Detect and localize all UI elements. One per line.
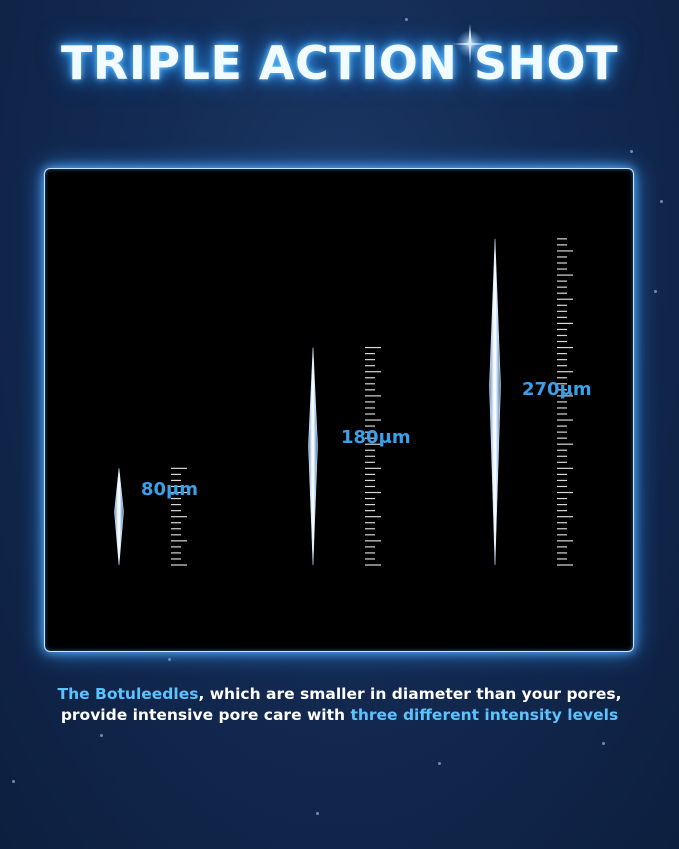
star-decoration — [168, 658, 171, 661]
needle-180 — [309, 348, 318, 565]
star-decoration — [316, 812, 319, 815]
caption-line-2 — [0, 705, 679, 726]
needle-label-180: 180μm — [341, 427, 411, 448]
needle-label-80: 80μm — [141, 479, 199, 500]
product-name-highlight: The Botuleedles — [57, 685, 199, 703]
star-decoration — [630, 150, 633, 153]
needle-illustration — [45, 169, 635, 653]
star-decoration — [438, 762, 441, 765]
star-decoration — [12, 780, 15, 783]
description-caption — [0, 684, 679, 726]
caption-line-2-text: provide intensive pore care with — [60, 706, 351, 724]
caption-line-1-text: , which are smaller in diameter than your pores, — [198, 685, 622, 703]
caption-line-1 — [0, 684, 679, 705]
intensity-levels-highlight: three different intensity levels — [350, 706, 619, 724]
star-decoration — [654, 290, 657, 293]
page-title: TRIPLE ACTION SHOT — [61, 36, 618, 90]
star-decoration — [602, 742, 605, 745]
needle-label-270: 270μm — [522, 379, 592, 400]
star-decoration — [660, 200, 663, 203]
needle-270 — [490, 239, 501, 565]
needle-80 — [115, 468, 124, 565]
star-decoration — [405, 18, 408, 21]
star-decoration — [100, 734, 103, 737]
needle-comparison-panel — [44, 168, 634, 652]
